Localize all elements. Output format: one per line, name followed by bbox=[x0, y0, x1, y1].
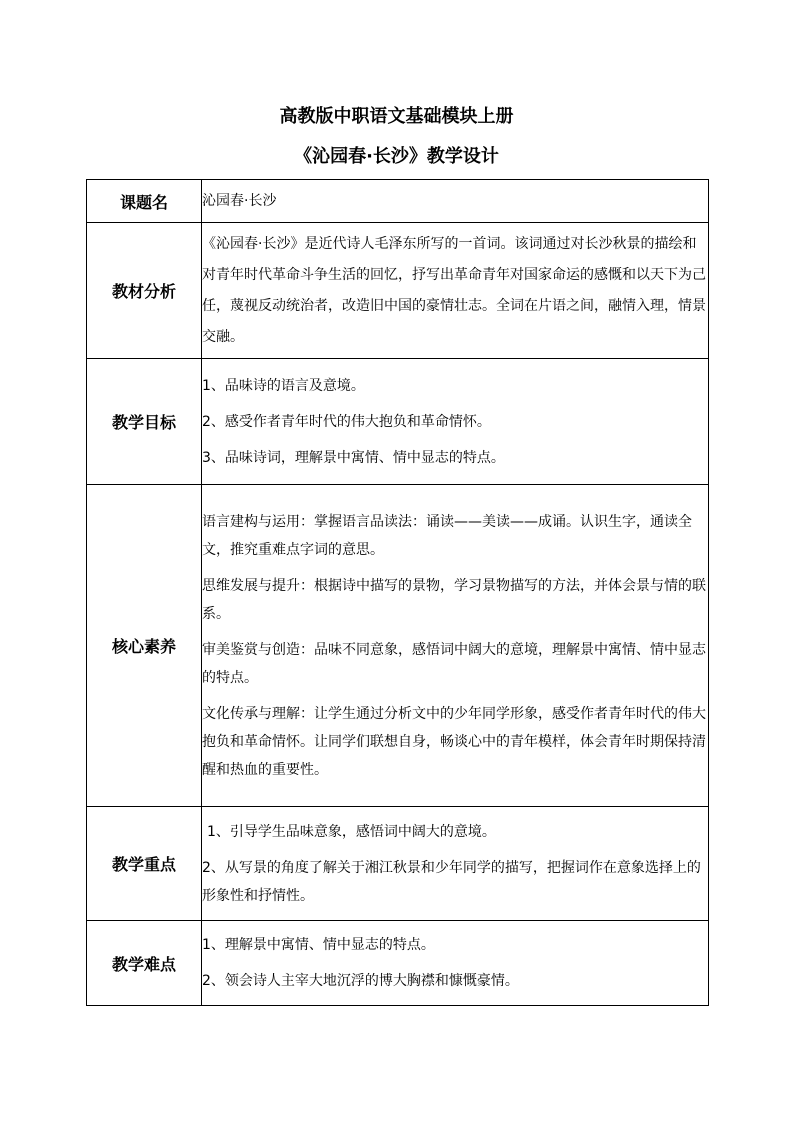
teaching-key-points-label: 教学重点 bbox=[87, 807, 202, 921]
competency-item: 思维发展与提升：根据诗中描写的景物，学习景物描写的方法，并体会景与情的联系。 bbox=[202, 577, 706, 622]
topic-text: 沁园春·长沙 bbox=[202, 193, 277, 209]
objective-item: 3、品味诗词，理解景中寓情、情中显志的特点。 bbox=[202, 449, 505, 466]
row-core-competencies bbox=[87, 485, 709, 807]
objective-item: 1、品味诗的语言及意境。 bbox=[202, 377, 365, 394]
competency-item: 语言建构与运用：掌握语言品读法：诵读——美读——成诵。认识生字，通读全文，推究重难点字词的意思。 bbox=[202, 513, 692, 558]
row-topic bbox=[87, 180, 709, 223]
competency-item: 审美鉴赏与创造：品味不同意象，感悟词中阔大的意境，理解景中寓情、情中显志的特点。 bbox=[202, 641, 706, 686]
core-competencies-label: 核心素养 bbox=[87, 485, 202, 807]
topic-label: 课题名 bbox=[87, 180, 202, 223]
row-teaching-key-points bbox=[87, 807, 709, 921]
material-analysis-cell bbox=[202, 223, 709, 359]
material-analysis-text: 《沁园春·长沙》是近代诗人毛泽东所写的一首词。该词通过对长沙秋景的描绘和对青年时代革命斗争生活的回忆，抒写出革命青年对国家命运的感慨和以天下为己任，蔑视反动统治者，改造旧中国的豪情壮志。全词在片语之间，融情入理，情景交融。 bbox=[202, 235, 706, 345]
difficulty-item: 2、领会诗人主宰大地沉浮的博大胸襟和慷慨豪情。 bbox=[202, 973, 519, 989]
teaching-difficulties-cell bbox=[202, 921, 709, 1006]
document-subtitle: 《沁园春·长沙》教学设计 bbox=[294, 146, 499, 167]
competency-item: 文化传承与理解：让学生通过分析文中的少年同学形象，感受作者青年时代的伟大抱负和革命情怀。让同学们联想自身，畅谈心中的青年模样，体会青年时期保持清醒和热血的重要性。 bbox=[202, 705, 706, 778]
core-competencies-cell bbox=[202, 485, 709, 807]
lesson-plan-table bbox=[86, 179, 709, 1006]
material-analysis-label: 教材分析 bbox=[87, 223, 202, 359]
row-material-analysis bbox=[87, 223, 709, 359]
row-teaching-difficulties bbox=[87, 921, 709, 1006]
topic-cell bbox=[202, 180, 709, 223]
difficulty-item: 1、理解景中寓情、情中显志的特点。 bbox=[202, 937, 435, 953]
teaching-difficulties-label: 教学难点 bbox=[87, 921, 202, 1006]
objective-item: 2、感受作者青年时代的伟大抱负和革命情怀。 bbox=[202, 413, 491, 430]
document-title: 高教版中职语文基础模块上册 bbox=[279, 106, 514, 127]
teaching-objectives-label: 教学目标 bbox=[87, 359, 202, 485]
teaching-objectives-cell bbox=[202, 359, 709, 485]
key-point-item: 2、从写景的角度了解关于湘江秋景和少年同学的描写，把握词作在意象选择上的形象性和抒情性。 bbox=[202, 859, 701, 904]
key-point-item: 1、引导学生品味意象，感悟词中阔大的意境。 bbox=[207, 823, 496, 840]
teaching-key-points-cell bbox=[202, 807, 709, 921]
row-teaching-objectives bbox=[87, 359, 709, 485]
